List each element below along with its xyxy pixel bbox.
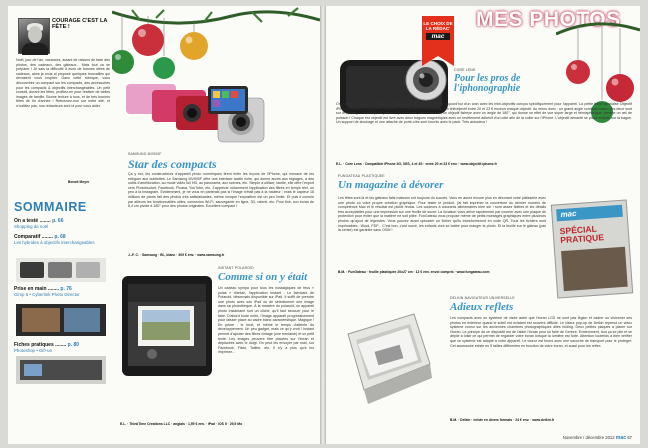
lens-kicker: CORE LENS [454, 68, 476, 72]
ornament-decoration [112, 6, 320, 84]
samsung-camera-image [122, 80, 272, 152]
compacts-credit: J.-F. C. · Samsung · Bl., blanc · 309 € env. · www.samsung.fr [128, 253, 225, 257]
editors-choice-badge [422, 16, 454, 56]
toc-thumbnail [16, 258, 106, 282]
right-page [326, 6, 640, 444]
toc-page: p. 76 [60, 286, 72, 292]
toc-sub: Shopping de noël [14, 224, 49, 229]
lens-credit: E.L. · Core Lens · Compatible iPhone 3G, 3GS, 4 et 4S · entre 20 et 23 € env. · www.objectif-iphone.fr [336, 162, 497, 166]
toc-head: On a testé [14, 218, 39, 224]
polaroid-body-continued [120, 382, 314, 420]
reflets-credit: B.M. · Delkin · existe en divers formats · 24 € env. · www.delkin.fr [450, 418, 555, 422]
toc-page: p. 80 [67, 342, 80, 348]
toc-item[interactable]: Fiches pratiques ........ p. 80 Photoshop • Gif+un [14, 342, 106, 353]
toc-sub: Photoshop • Gif+un [14, 348, 53, 353]
toc-head: Comparatif [14, 234, 41, 240]
polaroid-credit: E.L. · ThinkTime Creations LLC · anglais · 1,59 € env. · iPad · iOS 5 · 29,5 Mo [120, 422, 243, 426]
magazine-title: Un magazine à dévorer [338, 179, 444, 191]
toc-thumbnail [16, 304, 106, 336]
toc-head: Fiches pratiques [14, 342, 54, 348]
delkin-viewfinder-image [334, 294, 444, 414]
magazine-cover-image [551, 199, 633, 298]
lens-body: On pouvait déjà réaliser de belles images avec l'iPhone, on montre aujourd'hui d'un cran avec les mini-objectifs conçus spécifiquement pour l'appareil. La petite boîte lyonnaise Objectif iPhone propose un chouette compact aux propriétés intéressantes : un téléobjectif entre 20 et 23 € environ chaque objectif. Au menu donc : un grand angle combiné macro (les deux sont sur le même), un téléobjectif (zoom x2) ou encore, très tendance, un objectif fisheye avec un angle de 180°, qui donne un effet de vue super large et hémisphérique, comme un œil de poisson ! Chaque est objectif est livré avec deux bagues magnétiques avec un revêtement adhésif d'un côté afin de la coller sur l'iPhone. L'objectif aimanté se place ensuite sur la bague. Un support de stockage et une attache de porte-clés sont fournis avec le pack. Très astucieux ! [336, 102, 632, 125]
edito-signature: Benoît Meyer [68, 180, 90, 184]
toc-page: p. 66 [52, 218, 64, 224]
edito-body: Noël, jour de l'an, vacances, autant de raisons de faire des photos, des cadeaux, des gâteaux... Mais tout va se préparer ! Je sais la difficulté à avoir de bonnes idées de cadeaux, alors je vous ai proposé quelques trouvailles qui devraient vous inspirer. Dans cette rubrique, vous découvrirez un compact sur les compacts, des accessoires pour les compacts & objectifs interchangeables. Un petit conseil, durant les fêtes, profitez-en pour réaliser de belles images de famille. Bonne lecture à tous, et de très bonnes fêtes de fin d'année ! Retrouvez-moi sur notre site, et n'oubliez pas, nos rédacteurs sont là pour vous aider. [16, 58, 110, 108]
badge-brand: mac [426, 33, 450, 40]
compacts-body: Ça y est, les constructeurs d'appareil photo numériques tirent enfin les leçons de l'iPhone, qui menace de les reléguer aux oubliettes. Le Samsung MV900F offre une interface tactile riche, qui donne accès aux réglages, à des outils d'amélioration, au mode vidéo full HD, au panorama, aux scènes, etc. Simple à utiliser, tactile, elle offre l'export vers Photobucket, Facebook, Picasa, YouTube, etc. J'apprécie notamment l'application des filtres en temps réel, un peu à la Instagram. Evidemment, je ne vous en parlerais pas si l'image n'était pas à la hauteur ; mais le capteur 16 millions de pixels fait des photos très satisfaisantes, même lorsque l'exposition est un peu limite. Et puis il cumule par ailleurs les fonctionnalités utiles, connexion Wi-Fi, sauvegarde en ligne, 3D, ralenti, etc. Pour finir, son écran de 8,4 cm pivote à 180° pour des photos originales. Excellent compact ! [128, 172, 314, 209]
toc-sub: Les hybrides à objectifs interchangeables [14, 240, 95, 245]
magazine-kicker: FUNGATEAU PLASTIQUEE [338, 174, 385, 178]
toc-item[interactable]: On a testé ........ p. 66 Shopping de noël [14, 218, 106, 229]
page-number: 67 [627, 435, 632, 440]
polaroid-title: Comme si on y était [218, 271, 308, 283]
toc-item[interactable]: Comparatif ........ p. 68 Les hybrides à objectifs interchangeables [14, 234, 106, 245]
badge-label: LE CHOIX DE LA RÉDAC' [423, 21, 453, 32]
toc-item[interactable]: Prise en main ........ p. 76 Gimp 6 • Cyberlink Photo Director [14, 286, 106, 297]
ipad-polaroid-image [120, 274, 214, 378]
reflets-title: Adieux reflets [450, 301, 514, 313]
footer-issue: Novembre / décembre 2012 [562, 435, 615, 440]
toc-sub: Gimp 6 • Cyberlink Photo Director [14, 292, 80, 297]
polaroid-kicker: INSTANT POLAROID [218, 266, 254, 270]
reflets-body: Les compacts avec un système de visée autre que l'écran LCD ne sont pas légion et cadrer ou visionner ses photos en extérieur quand le soleil est éclatant est souvent difficile. Le viseur pop-up de Delkin reprend un vieux système connu sur les anciennes chambres photographiques dites folding. Deux petites plaques à placer sur l'écran. Le principe de ce dispositif est de l'aider l'écran pour lui faire de l'ombre. Evidemment, tout ça se plie et se déplie à loisir ce qui permet de regarder votre écran lorsque la lumière est forte. Attention toutefois à bien vérifier que ce système est adapté à votre appareil. Le viseur est fourni avec une sacoche de transport pour le protéger. Cet accessoire existe en 5 tailles différentes en fonction de votre écran, et aussi pour les reflex. [450, 316, 632, 348]
lens-title: Pour les pros de l'iphonographie [454, 73, 521, 94]
toc-head: Prise en main [14, 286, 47, 292]
section-banner: MES PHOTOS [476, 8, 621, 31]
editor-portrait [18, 18, 50, 54]
left-page [8, 6, 320, 444]
magazine-credit: B.M. · FunGateau · feuille plastiquée 20x27 cm · 12 € env. envoi compris · www.fungateau.com [338, 270, 490, 274]
reflets-kicker: DELKIN NAVIGATEUR UNIVERSELLE [450, 296, 515, 300]
compacts-kicker: SAMSUNG MV900F [128, 152, 162, 156]
compacts-title: Star des compacts [128, 157, 217, 171]
sommaire-title: SOMMAIRE [14, 200, 87, 214]
cover-brand: mac [560, 209, 577, 220]
toc-page: p. 68 [54, 234, 66, 240]
footer-brand: mac [615, 435, 627, 441]
polaroid-body: Un cadeau sympa pour tous les nostalgiques de feus « polas » d'antan, l'application Instant : Le fabricant de Polaroid, désormais disponible sur iPad. Il suffit de prendre une photo avec son iPad ou de sélectionner une image dans sa photothèque. À la manière du polaroid, un appareil photo instantané sort un cliché, qu'il faut secouer pour le faire. D'abord toute noire, l'image apparaît progressivement pour laisser place au cadre blanc caractéristique. Magique ! En prime : le bruit, et même le temps d'attente du développement. Un peu gadget, mais ce qu'y croit ! Instant permet d'ajouter des filtres vintage (une trentaine) et un petit texte. Les images peuvent être placées sur l'écran et déplacées avec le doigt. On peut les envoyer par mail, sur Facebook, Flickr, Twitter, etc. Il n'y a plus qu'à les imprimer... [218, 286, 314, 355]
edito-title: COURAGE C'EST LA FÊTE ! [52, 18, 108, 31]
cover-title: SPÉCIAL PRATIQUE [559, 223, 605, 246]
page-footer [563, 435, 632, 441]
magazine-body: Les fêtes sont là et les gâteaux fatis maisons ont toujours du succès. Vous en aurez encore plus en décorant votre pâtisserie avec une photo ou votre propre création graphique. Pour tester le produit, j'ai fait imprimer la couverture du dernier numéro de compétence Mac et le résultat est plutôt réussi. Les couleurs à colorants alimentaires bien sûr ! sont assez fidèles et les détails tres acceptables pour une impression sur une feuille de sucre. La livraison vous arrive rapidement par courrier avec une plaque de protection pour éviter que la matière ne soit pliée. FunGateau vous propose même de petits montages graphiques entre plusieurs photos qu'ajout de légendes. Vous pouvez aussi uploader un fichier qu'ils transformeront en code QR. Tous les fichiers sont imprimables : Word, PDF... C'est bon, c'est sucré, les enfants vont se battre pour manger la photo. Et la feuille sur le gâteau (pas la cerise) est garantie sans OGM ! [338, 196, 546, 233]
toc-thumbnail [16, 356, 106, 384]
